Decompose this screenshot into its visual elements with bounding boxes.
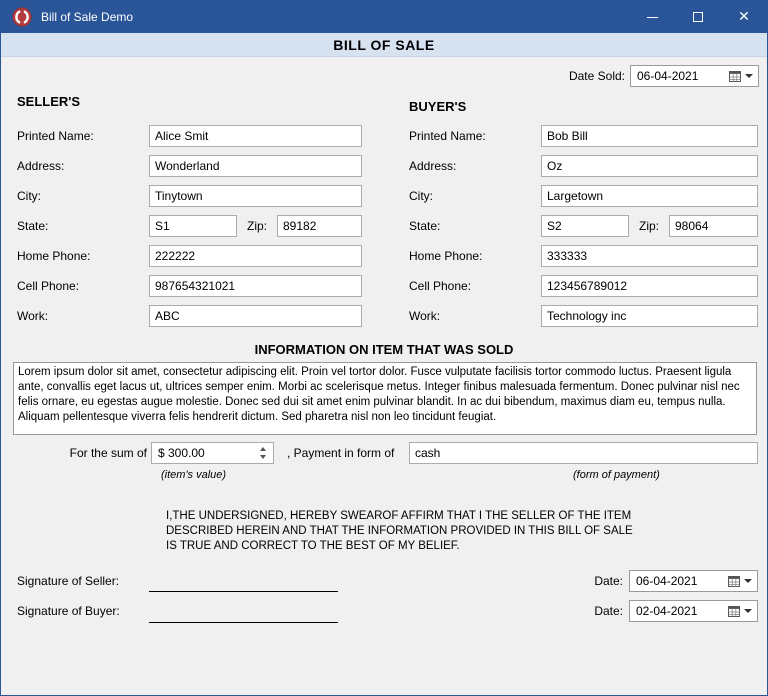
seller-home-phone-label: Home Phone: bbox=[17, 249, 91, 263]
buyer-zip-input[interactable] bbox=[669, 215, 758, 237]
buyer-state-label: State: bbox=[409, 219, 441, 233]
buyer-state-input[interactable] bbox=[541, 215, 629, 237]
maximize-icon bbox=[693, 12, 703, 22]
chevron-down-icon bbox=[745, 74, 753, 78]
sum-input[interactable] bbox=[152, 446, 255, 460]
buyer-work-input[interactable] bbox=[541, 305, 758, 327]
signature-seller-label: Signature of Seller: bbox=[17, 574, 120, 588]
buyer-heading: BUYER'S bbox=[409, 99, 467, 114]
window-controls bbox=[629, 1, 767, 33]
buyer-printed-name-input[interactable] bbox=[541, 125, 758, 147]
form-of-payment-hint: (form of payment) bbox=[573, 469, 660, 481]
close-button[interactable] bbox=[721, 1, 767, 33]
payment-form-label: , Payment in form of bbox=[287, 446, 395, 460]
signature-buyer-label: Signature of Buyer: bbox=[17, 604, 120, 618]
minimize-button[interactable] bbox=[629, 1, 675, 33]
titlebar bbox=[1, 1, 767, 33]
seller-address-label: Address: bbox=[17, 159, 65, 173]
seller-printed-name-label: Printed Name: bbox=[17, 129, 94, 143]
seller-work-label: Work: bbox=[17, 309, 49, 323]
seller-city-label: City: bbox=[17, 189, 41, 203]
buyer-date-picker-icons bbox=[728, 606, 757, 617]
buyer-printed-name-label: Printed Name: bbox=[409, 129, 486, 143]
seller-cell-phone-input[interactable] bbox=[149, 275, 362, 297]
item-description-textarea[interactable] bbox=[13, 362, 757, 435]
buyer-cell-phone-input[interactable] bbox=[541, 275, 758, 297]
seller-heading: SELLER'S bbox=[17, 94, 81, 109]
buyer-address-input[interactable] bbox=[541, 155, 758, 177]
signature-buyer-line bbox=[149, 622, 338, 623]
seller-state-input[interactable] bbox=[149, 215, 237, 237]
seller-printed-name-input[interactable] bbox=[149, 125, 362, 147]
seller-date-label: Date: bbox=[594, 574, 623, 588]
app-icon bbox=[12, 7, 32, 27]
seller-city-input[interactable] bbox=[149, 185, 362, 207]
item-info-heading: INFORMATION ON ITEM THAT WAS SOLD bbox=[254, 342, 514, 357]
calendar-icon bbox=[728, 576, 740, 587]
buyer-home-phone-input[interactable] bbox=[541, 245, 758, 267]
date-sold-input[interactable] bbox=[631, 69, 729, 83]
maximize-button[interactable] bbox=[675, 1, 721, 33]
buyer-zip-label: Zip: bbox=[639, 219, 660, 233]
seller-zip-input[interactable] bbox=[277, 215, 362, 237]
affirmation-line-2: DESCRIBED HEREIN AND THAT THE INFORMATION PROVIDED IN THIS BILL OF SALE bbox=[166, 525, 633, 537]
calendar-icon bbox=[728, 606, 740, 617]
calendar-icon bbox=[729, 71, 741, 82]
sum-spinner[interactable] bbox=[151, 442, 274, 464]
seller-zip-label: Zip: bbox=[247, 219, 268, 233]
seller-address-input[interactable] bbox=[149, 155, 362, 177]
buyer-home-phone-label: Home Phone: bbox=[409, 249, 483, 263]
signature-seller-line bbox=[149, 591, 338, 592]
buyer-date-picker[interactable] bbox=[629, 600, 758, 622]
seller-date-picker[interactable] bbox=[629, 570, 758, 592]
window-title: Bill of Sale Demo bbox=[41, 10, 134, 24]
spinner-down-icon[interactable] bbox=[260, 455, 266, 459]
buyer-city-input[interactable] bbox=[541, 185, 758, 207]
seller-home-phone-input[interactable] bbox=[149, 245, 362, 267]
date-sold-picker-icons bbox=[729, 71, 758, 82]
item-value-hint: (item's value) bbox=[161, 469, 227, 481]
buyer-city-label: City: bbox=[409, 189, 433, 203]
sum-label: For the sum of bbox=[69, 446, 147, 460]
buyer-date-input[interactable] bbox=[630, 604, 728, 618]
seller-cell-phone-label: Cell Phone: bbox=[17, 279, 80, 293]
buyer-cell-phone-label: Cell Phone: bbox=[409, 279, 472, 293]
seller-work-input[interactable] bbox=[149, 305, 362, 327]
date-sold-label: Date Sold: bbox=[568, 69, 625, 83]
affirmation-text bbox=[166, 509, 633, 554]
affirmation-line-1: I,THE UNDERSIGNED, HEREBY SWEAROF AFFIRM THAT I THE SELLER OF THE ITEM bbox=[166, 510, 632, 522]
chevron-down-icon bbox=[744, 609, 752, 613]
chevron-down-icon bbox=[744, 579, 752, 583]
minimize-icon bbox=[647, 17, 658, 18]
buyer-date-label: Date: bbox=[594, 604, 623, 618]
date-sold-picker[interactable] bbox=[630, 65, 759, 87]
affirmation-line-3: IS TRUE AND CORRECT TO THE BEST OF MY BELIEF. bbox=[166, 540, 460, 552]
seller-state-label: State: bbox=[17, 219, 49, 233]
page-title: BILL OF SALE bbox=[1, 33, 767, 57]
spinner-arrows[interactable] bbox=[255, 447, 273, 459]
seller-date-input[interactable] bbox=[630, 574, 728, 588]
seller-date-picker-icons bbox=[728, 576, 757, 587]
payment-form-input[interactable] bbox=[409, 442, 758, 464]
buyer-work-label: Work: bbox=[409, 309, 441, 323]
spinner-up-icon[interactable] bbox=[260, 447, 266, 451]
buyer-address-label: Address: bbox=[409, 159, 457, 173]
close-icon: ✕ bbox=[738, 9, 750, 25]
